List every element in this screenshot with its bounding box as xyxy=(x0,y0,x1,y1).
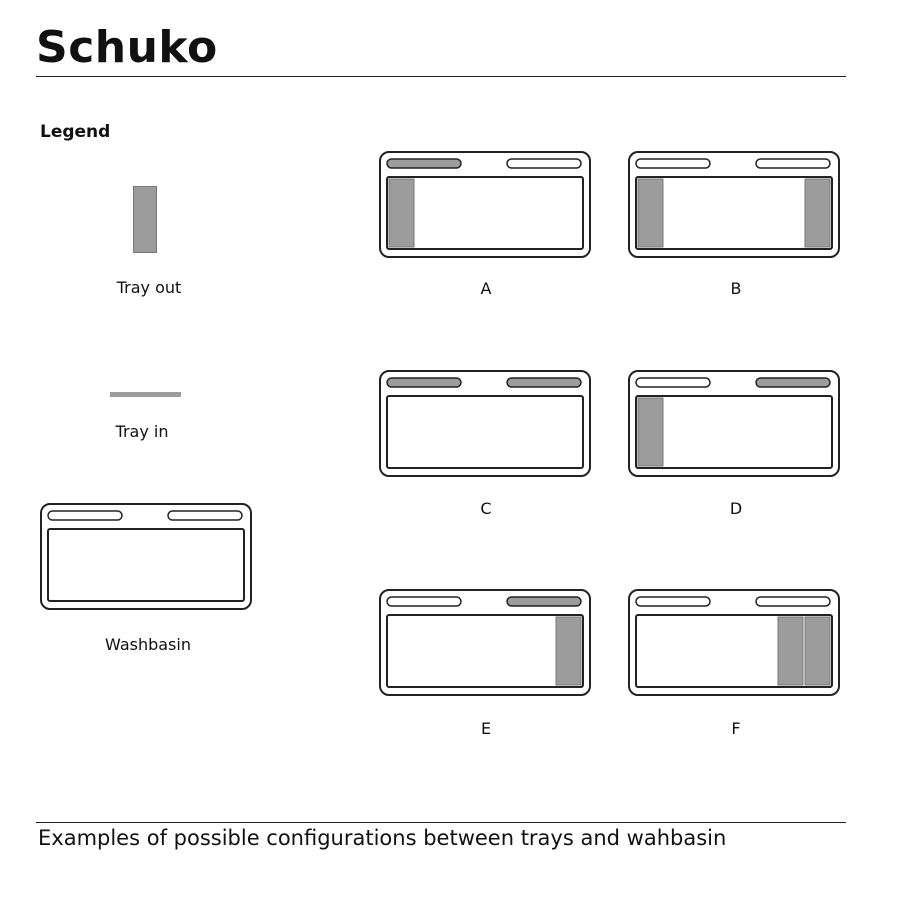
config-d-label: D xyxy=(729,499,743,518)
legend-heading: Legend xyxy=(40,122,111,142)
washbasin-label: Washbasin xyxy=(105,635,191,654)
right-tray-slot xyxy=(756,378,830,387)
left-tray-slot xyxy=(636,159,710,168)
tray-out-right xyxy=(805,179,830,247)
tray-out-label: Tray out xyxy=(116,278,182,297)
page-title: Schuko xyxy=(36,22,218,73)
basin-bowl xyxy=(387,177,583,249)
tray-out-left xyxy=(638,179,663,247)
left-tray-slot xyxy=(48,511,122,520)
config-e-label: E xyxy=(480,719,492,738)
right-tray-slot xyxy=(168,511,242,520)
right-tray-slot xyxy=(756,159,830,168)
config-a-diagram xyxy=(379,151,591,258)
left-tray-slot xyxy=(387,597,461,606)
config-f-diagram xyxy=(628,589,840,696)
basin-bowl xyxy=(387,615,583,687)
title-divider xyxy=(36,76,846,77)
basin-bowl xyxy=(636,396,832,468)
right-tray-slot xyxy=(507,159,581,168)
config-d-diagram xyxy=(628,370,840,477)
tray-in-label: Tray in xyxy=(115,422,169,441)
left-tray-slot xyxy=(636,597,710,606)
figure-caption: Examples of possible configurations between trays and wahbasin xyxy=(38,826,727,850)
config-c-diagram xyxy=(379,370,591,477)
tray-out-left xyxy=(389,179,414,247)
tray-out-swatch xyxy=(133,186,157,253)
tray-out-right xyxy=(556,617,581,685)
right-tray-slot xyxy=(756,597,830,606)
left-tray-slot xyxy=(387,378,461,387)
config-b-diagram xyxy=(628,151,840,258)
caption-divider xyxy=(36,822,846,823)
tray-out-right xyxy=(805,617,830,685)
right-tray-slot xyxy=(507,378,581,387)
basin-bowl xyxy=(636,177,832,249)
tray-out-right-inner xyxy=(778,617,803,685)
config-a-label: A xyxy=(480,279,492,298)
right-tray-slot xyxy=(507,597,581,606)
tray-in-swatch xyxy=(110,392,181,397)
washbasin-legend-diagram xyxy=(40,503,252,610)
config-e-diagram xyxy=(379,589,591,696)
basin-bowl xyxy=(387,396,583,468)
config-b-label: B xyxy=(730,279,742,298)
config-f-label: F xyxy=(731,719,741,738)
left-tray-slot xyxy=(387,159,461,168)
left-tray-slot xyxy=(636,378,710,387)
config-c-label: C xyxy=(480,499,492,518)
tray-out-left xyxy=(638,398,663,466)
basin-bowl xyxy=(48,529,244,601)
